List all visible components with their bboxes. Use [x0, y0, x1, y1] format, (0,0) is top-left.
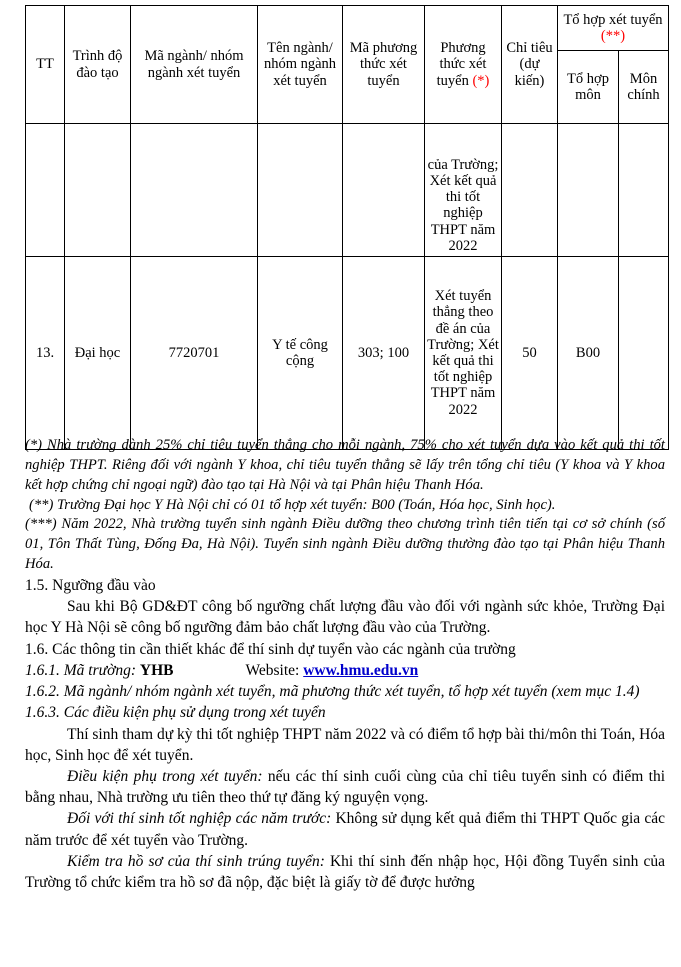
kiem-tra-ho-so-label: Kiểm tra hồ sơ của thí sinh trúng tuyển:: [67, 852, 325, 870]
cell-ma-phuong-thuc: [343, 124, 425, 257]
dieu-kien-phu-body: nếu các thí sinh cuối cùng của chỉ tiêu tuyển sinh có điểm thi bằng nhau, Nhà trường ưu tiên theo thứ tự đăng ký nguyện vọng.: [25, 768, 665, 807]
section-1-6-heading: 1.6. Các thông tin cần thiết khác để thí sinh dự tuyển vào các ngành của trường: [25, 640, 516, 658]
table-header: [26, 6, 669, 124]
footnote-single-asterisk: (*) Nhà trường dành 25% chỉ tiêu tuyển thẳng cho mỗi ngành, 75% cho xét tuyển dựa vào kết quả thi tốt nghiệp THPT. Riêng đối với ngành Y khoa, chỉ tiêu tuyển thẳng sẽ lấy trên tổng chỉ tiêu (Y khoa và Y khoa kết hợp chứng chỉ ngoại ngữ) đào tạo tại Hà Nội và tại Phân hiệu Thanh Hóa.: [25, 437, 665, 493]
header-ma-nganh: Mã ngành/ nhóm ngành xét tuyển: [131, 6, 258, 124]
section-1-6-3-paragraph-3: [25, 808, 665, 850]
section-1-6-1-line: [25, 660, 665, 681]
footnote-double-asterisk: (**) Trường Đại học Y Hà Nội chỉ có 01 tổ hợp xét tuyển: B00 (Toán, Hóa học, Sinh học).: [29, 496, 556, 513]
cell-trinh-do: Đại học: [65, 257, 131, 450]
cell-phuong-thuc-xet-tuyen: Xét tuyển thẳng theo đề án của Trường; Xét kết quả thi tốt nghiệp THPT năm 2022: [425, 257, 502, 450]
section-1-6-3-paragraph-2: [25, 766, 665, 808]
thi-sinh-nam-truoc-label: Đối với thí sinh tốt nghiệp các năm trước:: [67, 810, 332, 828]
cell-to-hop-mon: [558, 124, 619, 257]
table-row: [26, 124, 669, 257]
kiem-tra-ho-so-body: Khi thí sinh đến nhập học, Hội đồng Tuyển sinh của Trường tổ chức kiểm tra hồ sơ đã nộp, đặc biệt là giấy tờ để được hưởng: [25, 852, 665, 892]
cell-ma-nganh: [131, 124, 258, 257]
admission-table: [25, 5, 669, 450]
ma-truong-label: 1.6.1. Mã trường:: [25, 661, 137, 679]
header-tt: TT: [26, 6, 65, 124]
website-link[interactable]: www.hmu.edu.vn: [303, 661, 419, 679]
cell-trinh-do: [65, 124, 131, 257]
header-trinh-do-dao-tao: Trình độ đào tạo: [65, 6, 131, 124]
thi-sinh-nam-truoc-body: Không sử dụng kết quả điểm thi THPT Quốc gia các năm trước để xét tuyển vào Trường.: [25, 810, 665, 849]
footnote-triple-asterisk: (***) Năm 2022, Nhà trường tuyển sinh ngành Điều dưỡng theo chương trình tiên tiến tại cơ sở chính (số 01, Tôn Thất Tùng, Đống Đa, Hà Nội). Tuyển sinh ngành Điều dưỡng thường đào tạo tại Phân hiệu Thanh Hóa.: [25, 516, 665, 573]
header-phuong-thuc-text: Phương thức xét tuyển: [436, 40, 487, 89]
header-mon-chinh: Môn chính: [619, 51, 669, 124]
section-1-6-2: 1.6.2. Mã ngành/ nhóm ngành xét tuyển, mã phương thức xét tuyển, tổ hợp xét tuyển (xem mục 1.4): [25, 683, 640, 701]
header-phuong-thuc-xet-tuyen: [425, 6, 502, 124]
header-ma-phuong-thuc: Mã phương thức xét tuyển: [343, 6, 425, 124]
dieu-kien-phu-label: Điều kiện phụ trong xét tuyển:: [67, 768, 263, 786]
header-to-hop-mon: Tổ hợp môn: [558, 51, 619, 124]
section-1-5-body: Sau khi Bộ GD&ĐT công bố ngưỡng chất lượng đầu vào đối với ngành sức khỏe, Trường Đại học Y Hà Nội sẽ công bố ngưỡng đảm bảo chất lượng đầu vào của Trường.: [25, 598, 665, 637]
cell-ten-nganh: Y tế công cộng: [258, 257, 343, 450]
cell-to-hop-mon: B00: [558, 257, 619, 450]
asterisk-marker-double: (**): [600, 28, 626, 44]
header-chi-tieu: Chỉ tiêu (dự kiến): [502, 6, 558, 124]
website-label: Website:: [245, 661, 300, 679]
cell-ten-nganh: [258, 124, 343, 257]
header-ten-nganh: Tên ngành/ nhóm ngành xét tuyển: [258, 6, 343, 124]
section-1-5-heading: 1.5. Ngưỡng đầu vào: [25, 576, 156, 594]
cell-phuong-thuc-xet-tuyen: của Trường; Xét kết quả thi tốt nghiệp THPT năm 2022: [425, 124, 502, 257]
header-row-main: [26, 6, 669, 51]
cell-tt: [26, 124, 65, 257]
cell-chi-tieu: [502, 124, 558, 257]
section-1-6-3-paragraph-1: Thí sinh tham dự kỳ thi tốt nghiệp THPT năm 2022 và có điểm tổ hợp bài thi/môn thi Toán, Hóa học, Sinh học để xét tuyển.: [25, 725, 666, 764]
table-row: [26, 257, 669, 450]
cell-chi-tieu: 50: [502, 257, 558, 450]
section-1-6-3-paragraph-4: [25, 851, 665, 893]
document-body: [25, 436, 665, 893]
cell-tt: 13.: [26, 257, 65, 450]
cell-mon-chinh: [619, 124, 669, 257]
cell-ma-phuong-thuc: 303; 100: [343, 257, 425, 450]
header-to-hop-text: Tổ hợp xét tuyển: [563, 11, 663, 28]
header-to-hop-xet-tuyen-group: [558, 6, 669, 51]
section-1-6-3-heading: 1.6.3. Các điều kiện phụ sử dụng trong xét tuyển: [25, 704, 326, 722]
cell-mon-chinh: [619, 257, 669, 450]
asterisk-marker-single: (*): [472, 72, 490, 89]
cell-ma-nganh: 7720701: [131, 257, 258, 450]
ma-truong-value: YHB: [139, 661, 174, 679]
table-body: [26, 124, 669, 450]
admission-table-container: [25, 5, 668, 450]
